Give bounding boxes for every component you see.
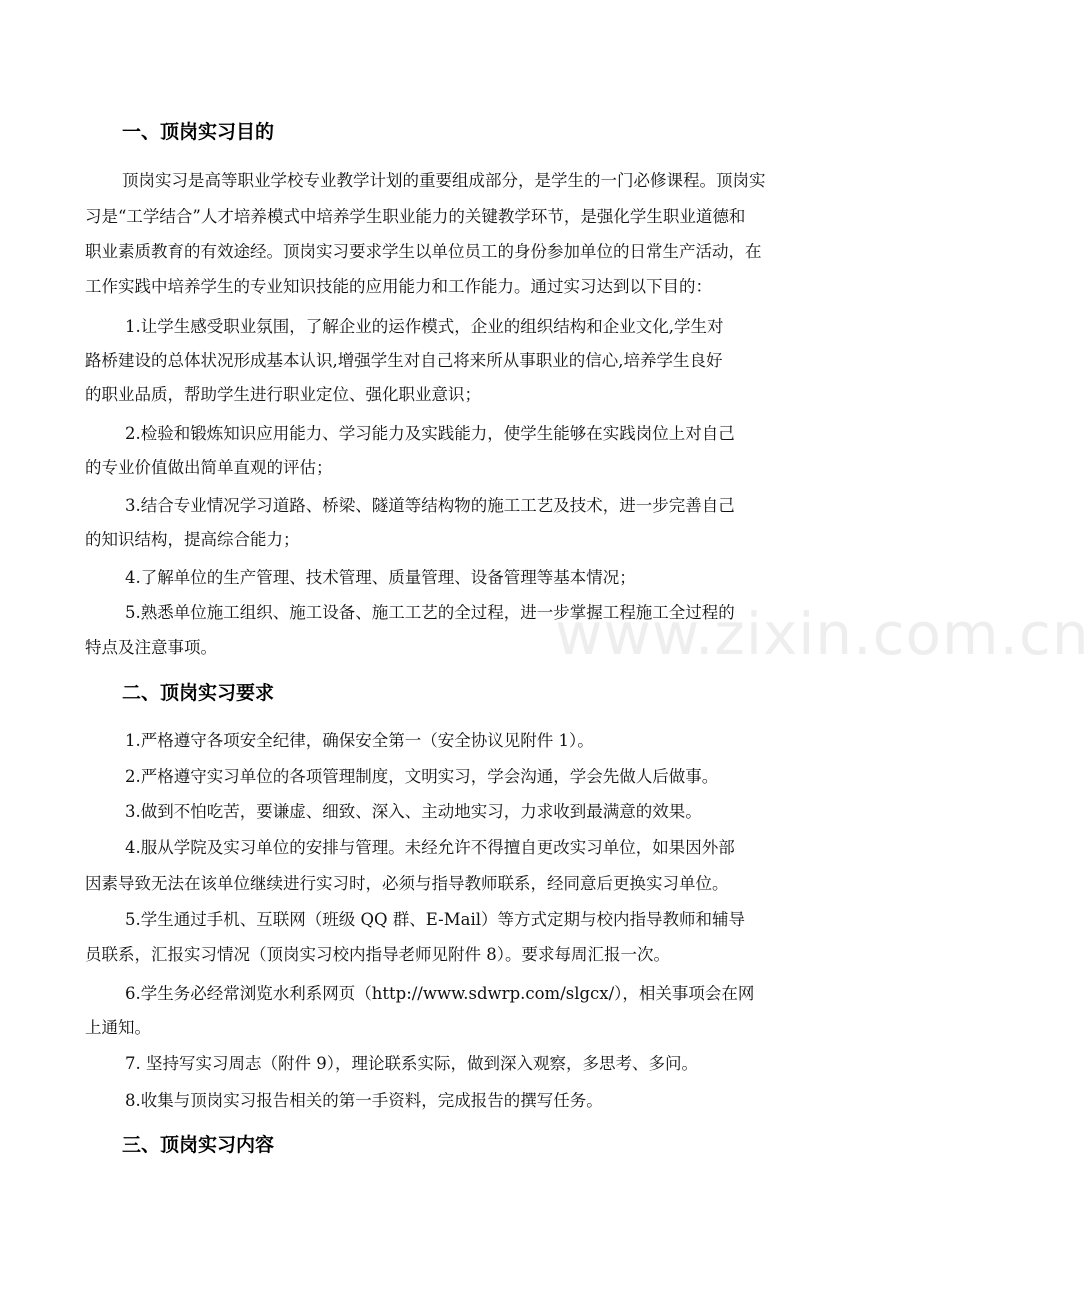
- list-item-line: 1.严格遵守各项安全纪律，确保安全第一（安全协议见附件 1）。: [125, 731, 594, 750]
- list-item-line: 路桥建设的总体状况形成基本认识,增强学生对自己将来所从事职业的信心,培养学生良好: [85, 351, 723, 370]
- section-heading-purpose: 一、顶岗实习目的: [122, 121, 275, 143]
- list-item-line: 上通知。: [85, 1018, 151, 1037]
- list-item-line: 的知识结构，提高综合能力；: [85, 530, 300, 549]
- paragraph-line: 工作实践中培养学生的专业知识技能的应用能力和工作能力。通过实习达到以下目的：: [85, 277, 712, 296]
- list-item-line: 2.检验和锻炼知识应用能力、学习能力及实践能力，使学生能够在实践岗位上对自己: [125, 424, 735, 443]
- list-item-line: 4.了解单位的生产管理、技术管理、质量管理、设备管理等基本情况；: [125, 568, 636, 587]
- list-item-line: 6.学生务必经常浏览水利系网页（http://www.sdwrp.com/slgcx/），相关事项会在网: [125, 984, 755, 1003]
- list-item-line: 5.学生通过手机、互联网（班级 QQ 群、E-Mail）等方式定期与校内指导教师和辅导: [125, 910, 745, 929]
- list-item-line: 7. 坚持写实习周志（附件 9），理论联系实际，做到深入观察，多思考、多问。: [125, 1054, 698, 1073]
- list-item-line: 8.收集与顶岗实习报告相关的第一手资料，完成报告的撰写任务。: [125, 1091, 603, 1110]
- section-heading-content: 三、顶岗实习内容: [122, 1134, 275, 1156]
- list-item-line: 3.做到不怕吃苦，要谦虚、细致、深入、主动地实习，力求收到最满意的效果。: [125, 802, 702, 821]
- watermark-text: www.zixin.com.cn: [555, 600, 1090, 668]
- list-item-line: 特点及注意事项。: [85, 638, 217, 657]
- paragraph-line: 习是“工学结合”人才培养模式中培养学生职业能力的关键教学环节，是强化学生职业道德和: [85, 207, 746, 226]
- list-item-line: 的职业品质，帮助学生进行职业定位、强化职业意识；: [85, 385, 481, 404]
- paragraph-line: 顶岗实习是高等职业学校专业教学计划的重要组成部分，是学生的一门必修课程。顶岗实: [122, 171, 766, 190]
- list-item-line: 员联系，汇报实习情况（顶岗实习校内指导老师见附件 8）。要求每周汇报一次。: [85, 945, 670, 964]
- list-item-line: 的专业价值做出简单直观的评估；: [85, 458, 333, 477]
- list-item-line: 2.严格遵守实习单位的各项管理制度，文明实习，学会沟通，学会先做人后做事。: [125, 767, 719, 786]
- section-heading-requirements: 二、顶岗实习要求: [122, 682, 275, 704]
- list-item-line: 1.让学生感受职业氛围，了解企业的运作模式，企业的组织结构和企业文化,学生对: [125, 317, 724, 336]
- paragraph-line: 职业素质教育的有效途经。顶岗实习要求学生以单位员工的身份参加单位的日常生产活动，在: [85, 242, 762, 261]
- list-item-line: 3.结合专业情况学习道路、桥梁、隧道等结构物的施工工艺及技术，进一步完善自己: [125, 496, 735, 515]
- list-item-line: 因素导致无法在该单位继续进行实习时，必须与指导教师联系，经同意后更换实习单位。: [85, 874, 729, 893]
- list-item-line: 5.熟悉单位施工组织、施工设备、施工工艺的全过程，进一步掌握工程施工全过程的: [125, 603, 735, 622]
- list-item-line: 4.服从学院及实习单位的安排与管理。未经允许不得擅自更改实习单位，如果因外部: [125, 838, 735, 857]
